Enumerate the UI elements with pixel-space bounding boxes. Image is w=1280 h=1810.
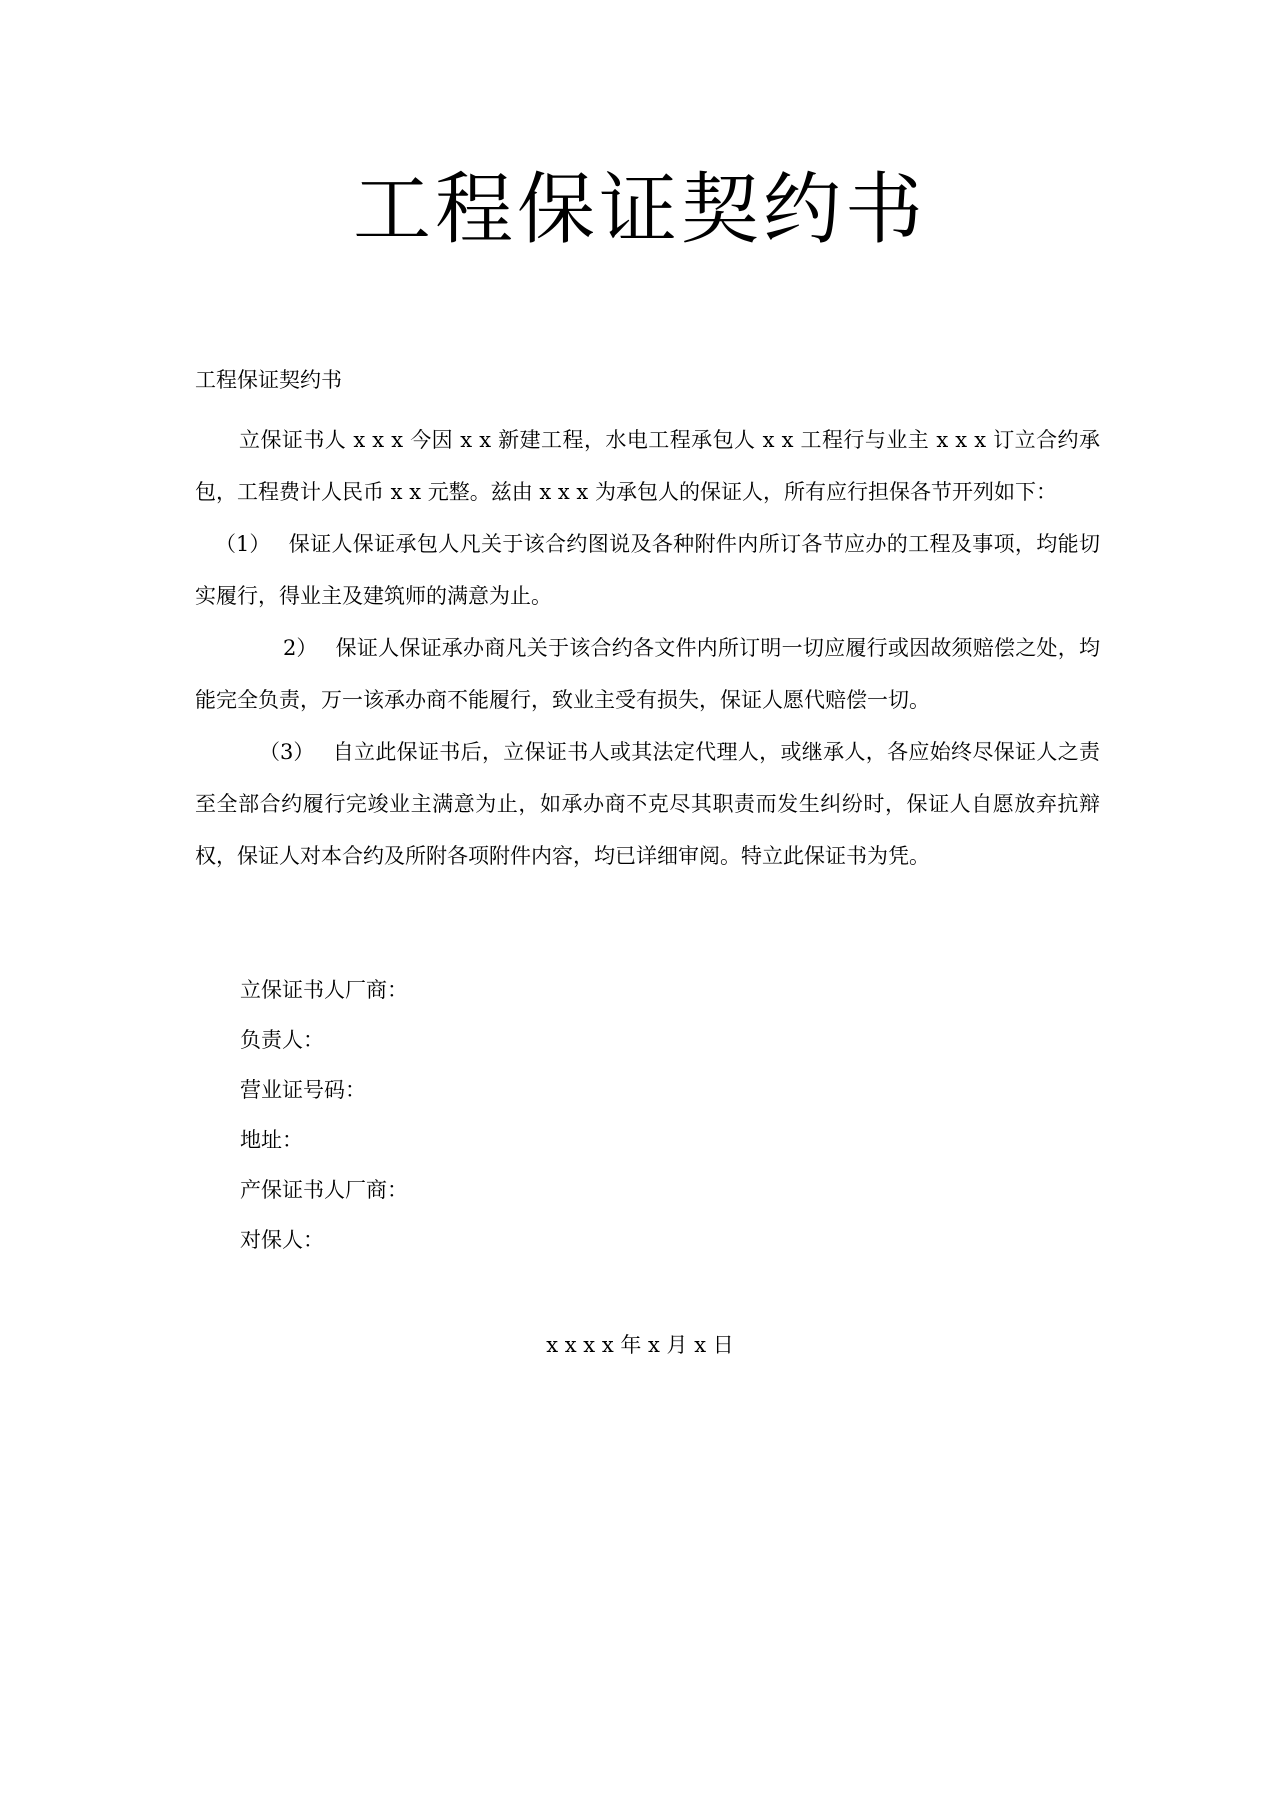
clause-3-text: 自立此保证书后，立保证书人或其法定代理人，或继承人，各应始终尽保证人之责至全部合约履行完竣业主满意为止，如承办商不克尽其职责而发生纠纷时，保证人自愿放弃抗辩权，保证人对本合约及所附各项附件内容，均已详细审阅。特立此保证书为凭。 bbox=[195, 740, 1100, 868]
signature-field-verifier: 对保人： bbox=[240, 1228, 324, 1252]
intro-paragraph: 立保证书人 x x x 今因 x x 新建工程，水电工程承包人 x x 工程行与业主 x x x 订立合约承包，工程费计人民币 x x 元整。兹由 x x x 为承包人的保证人，所有应行担保各节开列如下： bbox=[195, 428, 1100, 504]
signature-field-second-firm: 产保证书人厂商： bbox=[240, 1178, 408, 1202]
clause-3-label: （3） bbox=[259, 740, 315, 764]
clause-1 bbox=[195, 518, 1100, 622]
clause-1-label: （1） bbox=[215, 532, 271, 556]
document-date: x x x x 年 x 月 x 日 bbox=[546, 1333, 734, 1357]
document-title: 工程保证契约书 bbox=[352, 165, 927, 255]
signature-field-responsible-person: 负责人： bbox=[240, 1028, 324, 1052]
signature-field-business-license: 营业证号码： bbox=[240, 1078, 366, 1102]
clause-3 bbox=[195, 726, 1100, 882]
signature-block bbox=[240, 965, 408, 1265]
clause-2 bbox=[195, 622, 1100, 726]
document-body bbox=[195, 414, 1100, 882]
signature-field-guarantor-firm: 立保证书人厂商： bbox=[240, 978, 408, 1002]
document-subtitle: 工程保证契约书 bbox=[195, 368, 342, 392]
signature-field-address: 地址： bbox=[240, 1128, 303, 1152]
clause-1-text: 保证人保证承包人凡关于该合约图说及各种附件内所订各节应办的工程及事项，均能切实履行，得业主及建筑师的满意为止。 bbox=[195, 532, 1100, 608]
clause-2-label: 2） bbox=[283, 636, 318, 660]
clause-2-text: 保证人保证承办商凡关于该合约各文件内所订明一切应履行或因故须赔偿之处，均能完全负责，万一该承办商不能履行，致业主受有损失，保证人愿代赔偿一切。 bbox=[195, 636, 1100, 712]
